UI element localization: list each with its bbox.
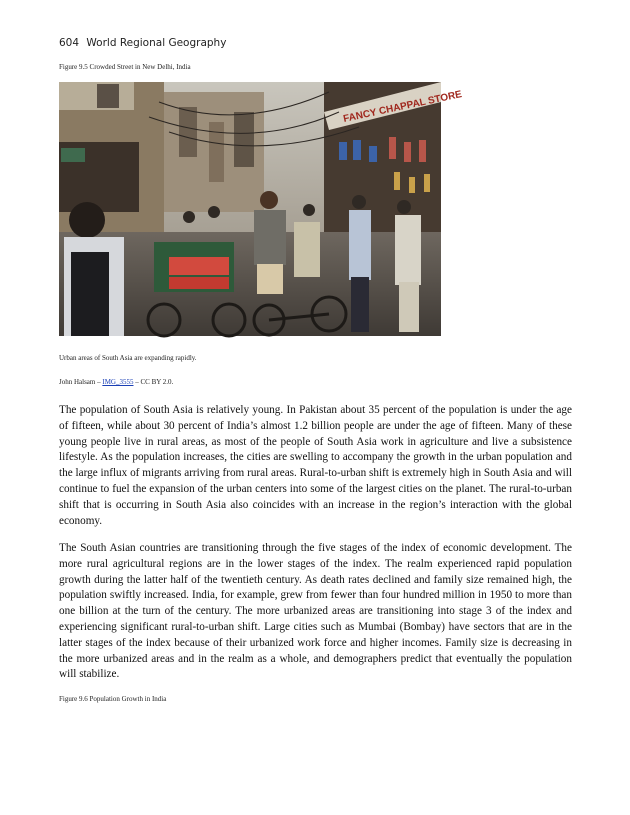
attribution-link[interactable]: IMG_3555 — [102, 378, 134, 386]
figure-label: Figure 9.5 Crowded Street in New Delhi, India — [59, 63, 191, 71]
shop-sign: FANCY CHAPPAL STORE — [342, 89, 463, 125]
body-paragraph: The South Asian countries are transitioning through the five stages of the index of economic development. The more rural agricultural regions are in the lower stages of the index. The realm experienced rapid population growth during the latter half of the twentieth century. As death rates declined and family size remained high, the population swiftly increased. India, for example, grew from fewer than four hundred million in 1950 to more than one billion at the turn of the century. The more urbanized areas are transitioning into stage 3 of the index and experiencing significant rural-to-urban shift. Large cities such as Mumbai (Bombay) have sectors that are in the latter stages of the index because of their urbanized work force and higher incomes. Family size is decreasing in the more urbanized areas and in the realm as a whole, and demographers predict that eventually the population will stabilize. — [59, 542, 572, 681]
street-photo — [59, 82, 463, 336]
page-number: 604 — [59, 37, 80, 49]
running-header — [59, 37, 226, 49]
figure-caption: Urban areas of South Asia are expanding rapidly. — [59, 354, 197, 362]
figure-attribution — [59, 378, 173, 386]
attribution-license: – CC BY 2.0. — [133, 378, 174, 386]
figure-label: Figure 9.6 Population Growth in India — [59, 695, 167, 703]
body-paragraph: The population of South Asia is relatively young. In Pakistan about 35 percent of the population is under the age of fifteen, while about 30 percent of India’s almost 1.2 billion people are under the age of fifteen. Many of these young people live in rural areas, as most of the people of South Asia work in agriculture and live a subsistence lifestyle. As the population increases, the cities are swelling to accompany the growth in the urban population and the large influx of migrants arriving from rural areas. Rural-to-urban shift is extremely high in South Asia and will continue to fuel the expansion of the urban centers into some of the largest cities on the planet. The rural-to-urban shift that is occurring in South Asia also coincides with an increase in the region’s interaction with the global economy. — [59, 404, 572, 527]
attribution-author: John Halsam – — [59, 378, 103, 386]
book-title: World Regional Geography — [86, 37, 227, 49]
